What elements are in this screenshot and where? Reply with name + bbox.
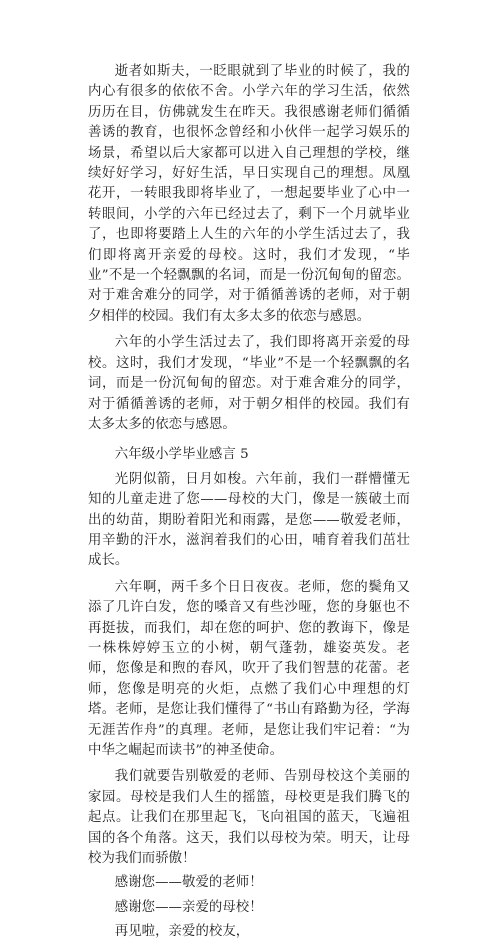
thanks-school-line: 感谢您——亲爱的母校！: [114, 899, 263, 915]
paragraph-six-years: 六年啊，两千多个日日夜夜。老师，您的鬓角又添了几许白发，您的嗓音又有些沙哑，您的身躯也不再挺拔，而我们，却在您的呵护、您的教诲下，像是一株株婷婷玉立的小树，朝气蓬勃，雄姿英发。老师，您像是和煦的春风，吹开了我们智慧的花蕾。老师，您像是明亮的火炬，点燃了我们心中理想的灯塔。老师，是您让我们懂得了“书山有路勤为径，学海无涯苦作舟”的真理。老师，是您让我们牢记着：“为中华之崛起而读书”的神圣使命。: [88, 579, 410, 758]
goodbye-line: 再见啦，亲爱的校友，: [114, 924, 250, 940]
paragraph-time-flies: 光阴似箭，日月如梭。六年前，我们一群懵懂无知的儿童走进了您——母校的大门，像是一簇破土而出的幼苗，期盼着阳光和雨露，是您——敬爱老师，用辛勤的汗水，滋润着我们的心田，哺育着我们茁壮成长。: [88, 471, 410, 569]
thanks-teacher-line: 感谢您——敬爱的老师！: [114, 875, 263, 891]
document-body: [88, 62, 410, 943]
paragraph-intro: 逝者如斯夫，一眨眼就到了毕业的时候了，我的内心有很多的依依不舍。小学六年的学习生活，依然历历在目，仿佛就发生在昨天。我很感谢老师们循循善诱的教育，也很怀念曾经和小伙伴一起学习娱乐的场景，希望以后大家都可以进入自己理想的学校，继续好好学习，好好生活，早日实现自己的理想。凤凰花开，一转眼我即将毕业了，一想起要毕业了心中一转眼间，小学的六年已经过去了，剩下一个月就毕业了，也即将要踏上人生的六年的小学生活过去了，我们即将离开亲爱的母校。这时，我们才发现，“毕业”不是一个轻飘飘的名词，而是一份沉甸甸的留恋。对于难舍难分的同学，对于循循善诱的老师，对于朝夕相伴的校园。我们有太多太多的依恋与感恩。: [88, 64, 410, 324]
section-heading: 六年级小学毕业感言 5: [114, 447, 249, 463]
paragraph-farewell: 六年的小学生活过去了，我们即将离开亲爱的母校。这时，我们才发现，“毕业”不是一个轻飘飘的名词，而是一份沉甸甸的留恋。对于难舍难分的同学，对于循循善诱的老师，对于朝夕相伴的校园。我们有太多太多的依恋与感恩。: [88, 335, 410, 432]
paragraph-goodbye-school: 我们就要告别敬爱的老师、告别母校这个美丽的家园。母校是我们人生的摇篮，母校更是我们腾飞的起点。让我们在那里起飞，飞向祖国的蓝天，飞遍祖国的各个角落。这天，我们以母校为荣。明天，让母校为我们而骄傲！: [88, 769, 410, 867]
